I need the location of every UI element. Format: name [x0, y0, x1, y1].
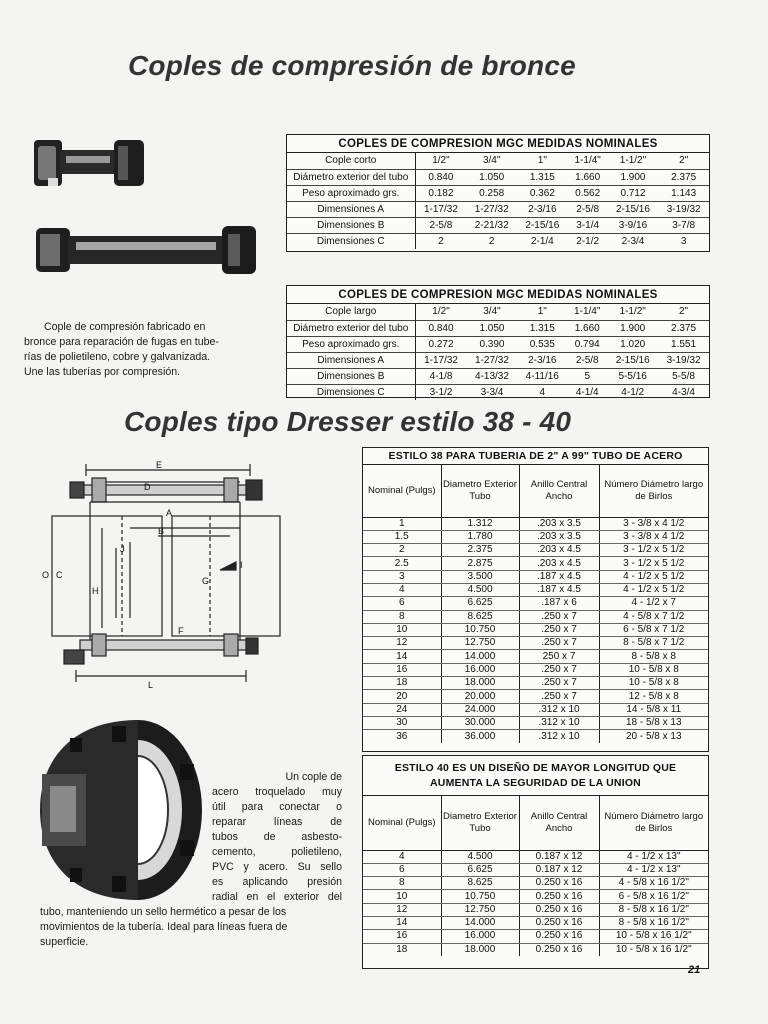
table-cell: 14 - 5/8 x 11 [599, 703, 708, 716]
text-line: movimientos de la tubería. Ideal para líneas fuera de [40, 921, 288, 933]
table-cell: 2-15/16 [525, 219, 560, 231]
table-cell: 6 [363, 597, 441, 610]
table-row [363, 716, 708, 729]
table-row [287, 384, 709, 400]
table-cell: 3-19/32 [666, 354, 701, 366]
diagram-label-j: J [120, 544, 125, 554]
row-label-cell: Dimensiones B [287, 217, 415, 233]
table-cell: 16.000 [441, 663, 519, 676]
table-cell: 1-1/4" [574, 155, 601, 167]
row-label-cell: Peso aproximado grs. [287, 336, 415, 352]
table-cell: 0.794 [574, 338, 600, 350]
column-header: Diametro Exterior Tubo [441, 796, 519, 850]
text-line: acero troquelado muy [212, 786, 342, 798]
table-cell: 1.315 [529, 322, 555, 334]
table-row [363, 637, 708, 650]
diagram-label-f: F [178, 626, 184, 636]
table-cell: 0.250 x 16 [519, 916, 599, 929]
table-cell: 2.375 [671, 322, 697, 334]
table-row [363, 850, 708, 863]
table-row [363, 544, 708, 557]
table-cell: 30 [363, 716, 441, 729]
diagram-label-g: G [202, 576, 210, 586]
table-cell: 24.000 [441, 703, 519, 716]
table-cell: 4-11/16 [525, 370, 559, 382]
table-cell: 0.362 [529, 187, 555, 199]
table-cell: 6.625 [441, 863, 519, 876]
table-cell: 3 [363, 570, 441, 583]
table-row [363, 570, 708, 583]
table-cell: .203 x 3.5 [519, 517, 599, 530]
table-cell: 10 - 5/8 x 8 [599, 677, 708, 690]
table-row [363, 677, 708, 690]
table-cell: 12.750 [441, 637, 519, 650]
text-line: Cople de compresión fabricado en [44, 321, 206, 333]
text-line: tubo, manteniendo un sello hermético a pesar de los [40, 906, 287, 918]
table-cell: 18.000 [441, 677, 519, 690]
table-cell: 36.000 [441, 730, 519, 743]
table-cell: 0.250 x 16 [519, 930, 599, 943]
caption-line: AUMENTA LA SEGURIDAD DE LA UNION [430, 777, 641, 789]
column-header: Nominal (Pulgs) [363, 796, 441, 850]
table-cell: 12 [363, 903, 441, 916]
table-cell: 20 [363, 690, 441, 703]
table-cell: .250 x 7 [519, 637, 599, 650]
table-cell: 10 - 5/8 x 16 1/2" [599, 930, 708, 943]
table-cell: .250 x 7 [519, 663, 599, 676]
table-cell: 14 [363, 916, 441, 929]
table-cell: 3-7/8 [672, 219, 696, 231]
table-cell: .203 x 3.5 [519, 530, 599, 543]
table-cell: 1.315 [529, 171, 555, 183]
table-row [287, 304, 709, 320]
table-cell: 0.840 [428, 171, 454, 183]
table-cell: 36 [396, 730, 408, 742]
table-cell: 14.000 [441, 650, 519, 663]
table-cell: .250 x 7 [519, 690, 599, 703]
table-cell: 0.187 x 12 [519, 850, 599, 863]
short-coupling-photo [30, 132, 148, 194]
table-cell: 3 - 1/2 x 5 1/2 [599, 557, 708, 570]
table-cell: 4.500 [441, 583, 519, 596]
table-row [287, 352, 709, 368]
table-cell: 0.258 [479, 187, 505, 199]
table-row [363, 663, 708, 676]
table-row [363, 623, 708, 636]
diagram-label-d: D [144, 482, 151, 492]
table-cell: 10 [363, 623, 441, 636]
column-header: Anillo Central Ancho [519, 796, 599, 850]
table-cell: 3-19/32 [666, 203, 701, 215]
table-row [363, 890, 708, 903]
table-row [287, 320, 709, 336]
diagram-label-h: H [92, 586, 99, 596]
table-cell: 1-17/32 [423, 203, 458, 215]
table-cell: 3-1/4 [576, 219, 600, 231]
table-cell: 3 - 1/2 x 5 1/2 [599, 544, 708, 557]
row-label-cell: Dimensiones A [287, 352, 415, 368]
table-cell: 1.312 [441, 517, 519, 530]
table-row [363, 943, 708, 956]
table-row [287, 201, 709, 217]
diagram-label-e: E [156, 460, 163, 470]
table-cell: 4-3/4 [672, 386, 695, 398]
table-cell: 1.900 [620, 171, 646, 183]
table-cell: 18 - 5/8 x 13 [599, 716, 708, 729]
table-cell: .250 x 7 [519, 610, 599, 623]
table-cell: 2.375 [441, 544, 519, 557]
table-cell: 0.535 [529, 338, 555, 350]
table-row [363, 903, 708, 916]
mgc-table-caption: COPLES DE COMPRESION MGC MEDIDAS NOMINALES [287, 286, 709, 304]
text-line: reparar líneas de [212, 816, 342, 828]
row-label-cell: Diámetro exterior del tubo [287, 320, 415, 336]
table-row [287, 336, 709, 352]
table-cell: 2-15/16 [616, 203, 650, 215]
table-cell: 2-3/4 [621, 235, 645, 247]
table-cell: 24 [363, 703, 441, 716]
page-title-dresser: Coples tipo Dresser estilo 38 - 40 [124, 406, 572, 437]
table-cell: 12 [363, 637, 441, 650]
text-line: es aplicando presión [212, 876, 342, 888]
estilo-40-caption [363, 756, 708, 796]
table-cell: 4 - 5/8 x 7 1/2 [599, 610, 708, 623]
dresser-coupling-description [40, 770, 342, 950]
table-cell: 4-13/32 [475, 370, 509, 382]
table-cell: 1.660 [575, 171, 601, 183]
table-cell: 2-3/16 [528, 354, 557, 366]
estilo-38-table [362, 447, 709, 752]
dresser-cross-section-diagram [40, 458, 286, 690]
table-cell: 4-1/4 [575, 386, 599, 398]
table-row [363, 877, 708, 890]
table-cell: 0.390 [479, 338, 505, 350]
text-line: PVC y acero. Su sello [212, 861, 342, 873]
table-cell: 12 - 5/8 x 8 [599, 690, 708, 703]
table-cell: 10.750 [441, 890, 519, 903]
table-row [363, 557, 708, 570]
text-line: útil para conectar o [212, 801, 342, 813]
table-cell: 2-5/8 [575, 354, 599, 366]
table-row [363, 863, 708, 876]
row-label-cell: Cople corto [287, 153, 415, 169]
column-header: Diametro Exterior Tubo [441, 465, 519, 517]
table-cell: 2-3/16 [528, 203, 557, 215]
table-cell: .187 x 4.5 [519, 570, 599, 583]
table-cell: 3 [680, 235, 687, 247]
table-cell: 3-9/16 [618, 219, 648, 231]
diagram-label-l: L [148, 680, 154, 690]
table-cell: 2.5 [363, 557, 441, 570]
table-cell: 2-5/8 [429, 219, 453, 231]
table-cell: 2-1/2 [576, 235, 600, 247]
text-line: Un cople de [285, 771, 342, 783]
table-cell: 1/2" [432, 306, 450, 318]
row-label-cell: Diámetro exterior del tubo [287, 169, 415, 185]
table-cell: 5-5/8 [672, 370, 695, 382]
mgc-table-long [286, 285, 710, 398]
table-cell: 5 [584, 370, 590, 382]
table-cell: 2" [678, 306, 689, 318]
table-cell: 4 - 1/2 x 13" [599, 850, 708, 863]
table-cell: 2.375 [671, 171, 697, 183]
table-cell: 1.780 [441, 530, 519, 543]
table-cell: 1 [363, 517, 441, 530]
table-cell: 0.712 [620, 187, 646, 199]
table-cell: 1.5 [363, 530, 441, 543]
table-row [287, 169, 709, 185]
table-cell: 0.250 x 16 [519, 877, 599, 890]
table-row [287, 185, 709, 201]
column-header: Número Diámetro largo de Birlos [599, 796, 708, 850]
table-cell: 6 [363, 863, 441, 876]
table-cell: 4 - 1/2 x 13" [599, 863, 708, 876]
table-cell: 1.143 [671, 187, 697, 199]
row-label-cell: Dimensiones C [287, 233, 415, 249]
table-cell: 4-1/8 [429, 370, 453, 382]
row-label-cell: Dimensiones C [287, 384, 415, 400]
table-cell: 8 - 5/8 x 16 1/2" [599, 916, 708, 929]
table-cell: 14 [363, 650, 441, 663]
table-cell: 1.050 [479, 322, 505, 334]
table-cell: 4.500 [441, 850, 519, 863]
table-cell: 18.000 [441, 943, 519, 956]
table-cell: 1-1/2" [619, 155, 647, 167]
table-row [363, 583, 708, 596]
table-cell: 8 [363, 610, 441, 623]
table-cell: 8 - 5/8 x 16 1/2" [599, 903, 708, 916]
table-cell: .187 x 4.5 [519, 583, 599, 596]
table-row [363, 650, 708, 663]
table-cell: 6 - 5/8 x 7 1/2 [599, 623, 708, 636]
table-row [363, 730, 708, 743]
table-cell: .250 x 7 [519, 623, 599, 636]
table-cell: 10 - 5/8 x 16 1/2" [599, 943, 708, 956]
text-line: cemento, polietileno, [212, 846, 342, 858]
table-cell: 18 [363, 677, 441, 690]
table-cell: 4 - 1/2 x 5 1/2 [599, 570, 708, 583]
diagram-label-o: O [42, 570, 50, 580]
row-label-cell: Peso aproximado grs. [287, 185, 415, 201]
table-cell: 20.000 [441, 690, 519, 703]
table-cell: 1-27/32 [474, 203, 509, 215]
table-cell: .187 x 6 [519, 597, 599, 610]
table-cell: 2-1/4 [530, 235, 554, 247]
table-cell: 1-17/32 [424, 354, 458, 366]
table-cell: 1/2" [432, 155, 450, 167]
column-header: Anillo Central Ancho [519, 465, 599, 517]
table-cell: 3/4" [483, 306, 501, 318]
table-cell: 10 [363, 890, 441, 903]
table-row [363, 517, 708, 530]
table-cell: 10.750 [441, 623, 519, 636]
table-cell: 16 [363, 663, 441, 676]
table-cell: 6 - 5/8 x 16 1/2" [599, 890, 708, 903]
diagram-label-c: C [56, 570, 63, 580]
column-header: Nominal (Pulgs) [363, 465, 441, 517]
table-cell: 4-1/2 [621, 386, 645, 398]
table-row [287, 368, 709, 384]
table-cell: .250 x 7 [519, 677, 599, 690]
table-cell: 4 [539, 386, 546, 398]
table-cell: 4 [363, 583, 441, 596]
table-cell: 10 - 5/8 x 8 [599, 663, 708, 676]
diagram-label-a: A [166, 508, 173, 518]
table-cell: 1" [537, 155, 547, 167]
table-cell: 0.187 x 12 [519, 863, 599, 876]
table-row [363, 530, 708, 543]
table-cell: 1.900 [620, 322, 646, 334]
table-row [363, 930, 708, 943]
table-cell: 8 [363, 877, 441, 890]
table-cell: 4 - 5/8 x 16 1/2" [599, 877, 708, 890]
table-cell: 1-1/2" [619, 306, 646, 318]
table-cell: 1-27/32 [475, 354, 509, 366]
table-cell: 0.182 [428, 187, 454, 199]
caption-line: ESTILO 40 ES UN DISEÑO DE MAYOR LONGITUD QUE [394, 762, 677, 774]
table-cell: .203 x 4.5 [519, 557, 599, 570]
table-cell: 2-21/32 [474, 219, 509, 231]
table-cell: 2" [679, 155, 689, 167]
table-cell: 250 x 7 [519, 650, 599, 663]
row-label-cell: Cople largo [287, 304, 415, 320]
table-cell: 6.625 [441, 597, 519, 610]
text-line: tubos de asbesto- [212, 831, 342, 843]
table-cell: 0.562 [575, 187, 601, 199]
diagram-label-i: I [240, 560, 243, 570]
table-cell: 1-1/4" [574, 306, 601, 318]
table-cell: 1.050 [479, 171, 505, 183]
table-cell: 30.000 [441, 716, 519, 729]
table-cell: 0.250 x 16 [519, 890, 599, 903]
page-title-bronze: Coples de compresión de bronce [128, 50, 576, 81]
page-number: 21 [688, 964, 701, 976]
table-cell: 4 - 1/2 x 5 1/2 [599, 583, 708, 596]
bronze-coupling-description [24, 320, 268, 380]
row-label-cell: Dimensiones B [287, 368, 415, 384]
table-row [287, 233, 709, 249]
table-cell: 3-3/4 [480, 386, 504, 398]
table-cell: .312 x 10 [519, 730, 599, 743]
column-header: Número Diámetro largo de Birlos [599, 465, 708, 517]
table-row [287, 153, 709, 169]
text-line: bronce para reparación de fugas en tube- [24, 336, 219, 348]
table-cell: 16 [363, 930, 441, 943]
table-cell: 0.272 [428, 338, 454, 350]
table-cell: 14.000 [441, 916, 519, 929]
table-cell: 3.500 [441, 570, 519, 583]
table-cell: 4 [363, 850, 441, 863]
row-label-cell: Dimensiones A [287, 201, 415, 217]
table-cell: 8.625 [441, 610, 519, 623]
estilo-38-caption: ESTILO 38 PARA TUBERIA DE 2" A 99" TUBO DE ACERO [363, 448, 708, 465]
table-cell: 2 [488, 235, 495, 247]
table-cell: 8 - 5/8 x 8 [599, 650, 708, 663]
table-cell: 0.250 x 16 [519, 943, 599, 956]
table-cell: 1" [537, 306, 547, 318]
table-cell: .312 x 10 [519, 716, 599, 729]
diagram-label-b: B [158, 526, 165, 536]
table-row [363, 916, 708, 929]
estilo-40-table [362, 755, 709, 969]
table-cell: .312 x 10 [519, 703, 599, 716]
table-cell: 2-5/8 [576, 203, 600, 215]
table-row [363, 703, 708, 716]
table-cell: 3/4" [482, 155, 501, 167]
text-line: radial en el exterior del [212, 891, 342, 903]
table-cell: 3-1/2 [429, 386, 453, 398]
table-row [363, 690, 708, 703]
table-cell: 16.000 [441, 930, 519, 943]
table-cell: 2 [363, 544, 441, 557]
table-cell: .203 x 4.5 [519, 544, 599, 557]
long-coupling-photo [34, 222, 260, 278]
text-line: rías de polietileno, cobre y galvanizada. [24, 351, 211, 363]
mgc-table-caption: COPLES DE COMPRESION MGC MEDIDAS NOMINALES [287, 135, 709, 153]
table-cell: 3 - 3/8 x 4 1/2 [599, 530, 708, 543]
table-cell: 1.020 [620, 338, 646, 350]
table-cell: 8 - 5/8 x 7 1/2 [599, 637, 708, 650]
table-cell: 12.750 [441, 903, 519, 916]
table-cell: 0.840 [428, 322, 454, 334]
table-cell: 18 [396, 943, 408, 955]
table-cell: 1.660 [574, 322, 600, 334]
table-row [363, 597, 708, 610]
text-line: Une las tuberías por compresión. [24, 366, 181, 378]
table-cell: 2 [438, 235, 444, 247]
table-cell: 1.551 [671, 338, 697, 350]
table-cell: 2-15/16 [615, 354, 650, 366]
table-row [363, 610, 708, 623]
table-cell: 8.625 [441, 877, 519, 890]
table-cell: 5-5/16 [618, 370, 647, 382]
table-cell: 2.875 [441, 557, 519, 570]
table-cell: 20 - 5/8 x 13 [599, 730, 708, 743]
table-cell: 3 - 3/8 x 4 1/2 [599, 517, 708, 530]
text-line: superficie. [40, 936, 89, 948]
table-cell: 4 - 1/2 x 7 [599, 597, 708, 610]
mgc-table-short [286, 134, 710, 252]
table-cell: 0.250 x 16 [519, 903, 599, 916]
table-row [287, 217, 709, 233]
